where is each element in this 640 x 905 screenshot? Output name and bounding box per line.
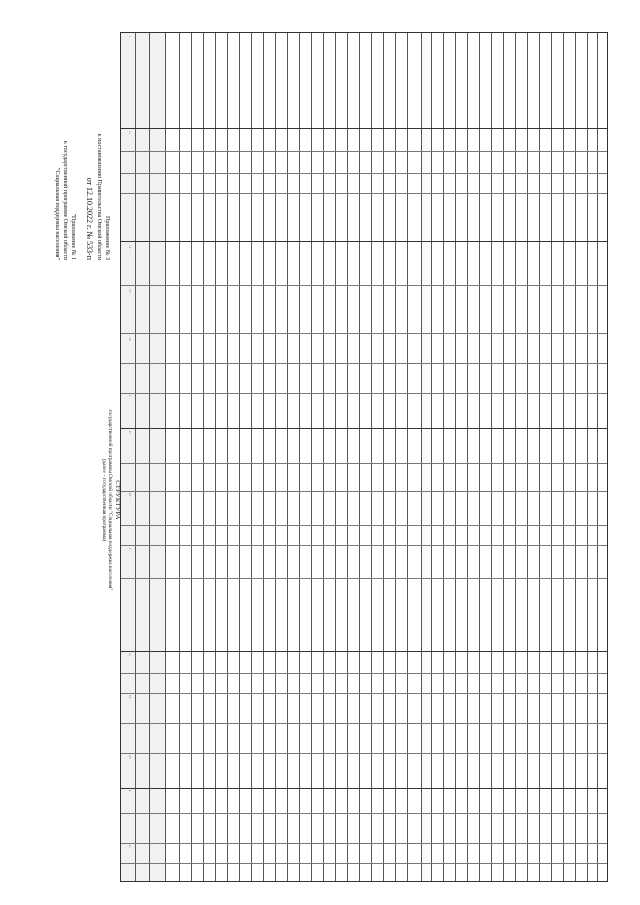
appendix-label: Приложение № 3 <box>104 216 110 260</box>
row-number: 3 <box>128 548 131 550</box>
row-number: 2.1 <box>128 431 131 435</box>
appendix-header <box>40 30 110 260</box>
structure-table <box>120 32 608 882</box>
annex-label: "Приложение № 1 <box>70 213 76 260</box>
appendix-reference: к постановлению Правительства Омской области <box>96 133 102 260</box>
row-number: 1.1 <box>128 131 131 135</box>
program-name: "Социальная поддержка населения" <box>54 168 60 260</box>
row-number: 1.2 <box>128 245 131 249</box>
row-number: 4 <box>128 790 131 792</box>
row-number: 1.4 <box>128 337 131 341</box>
title-note: (далее – государственная программа) <box>101 458 107 542</box>
row-number: 4.1 <box>128 845 131 849</box>
row-number: 1 <box>128 36 131 38</box>
title-subtitle: государственной программы Омской области "Социальная поддержка населения" <box>107 409 114 591</box>
row-number: 2 <box>128 395 131 397</box>
row-number: 2.2 <box>128 493 131 497</box>
document-title <box>80 380 120 620</box>
row-number: 3.3 <box>128 755 131 759</box>
row-number: 3.1 <box>128 653 131 657</box>
decree-date: от 12.10.2022 г. № 533-п <box>85 177 94 260</box>
row-number: 3.2 <box>128 695 131 699</box>
row-number: 1.3 <box>128 289 131 293</box>
program-reference: к государственной программе Омской области <box>62 141 68 260</box>
title-main: СТРУКТУРА <box>114 480 121 520</box>
